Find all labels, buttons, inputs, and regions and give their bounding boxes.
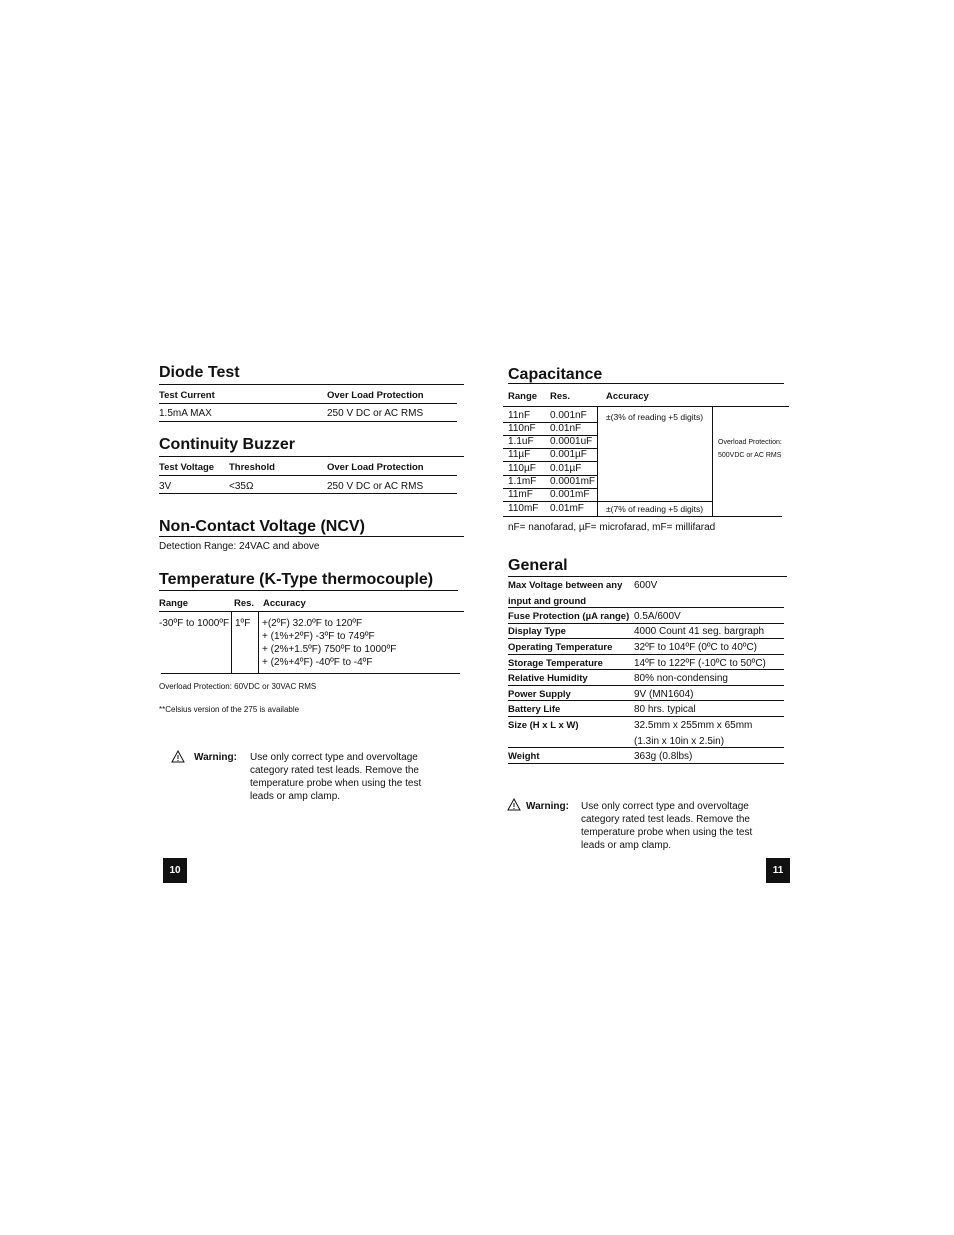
- spec-label: Size (H x L x W): [508, 720, 579, 731]
- temp-header-res: Res.: [234, 598, 255, 609]
- divider: [159, 536, 464, 537]
- spec-value: 32ºF to 104ºF (0ºC to 40ºC): [634, 642, 757, 653]
- continuity-header-protection: Over Load Protection: [327, 462, 424, 473]
- divider: [159, 421, 457, 422]
- temp-accuracy-line: + (1%+2ºF) -3ºF to 749ºF: [262, 631, 375, 642]
- spec-label: Fuse Protection (µA range): [508, 611, 630, 622]
- column-divider: [712, 406, 713, 517]
- divider: [508, 576, 787, 577]
- warning-text: Use only correct type and overvoltage category rated test leads. Remove the temperature probe when using the test leads or amp clamp.: [250, 752, 422, 802]
- divider: [159, 384, 464, 385]
- continuity-protection-value: 250 V DC or AC RMS: [327, 481, 424, 492]
- temp-header-accuracy: Accuracy: [263, 598, 306, 609]
- divider: [503, 406, 789, 407]
- diode-protection-value: 250 V DC or AC RMS: [327, 408, 424, 419]
- spec-value: 9V (MN1604): [634, 689, 694, 700]
- page-number: 11: [766, 858, 790, 883]
- cap-res-value: 0.001mF: [550, 489, 590, 500]
- cap-range-value: 1.1uF: [508, 436, 534, 447]
- spec-value: 4000 Count 41 seg. bargraph: [634, 626, 765, 637]
- temp-overload-note: Overload Protection: 60VDC or 30VAC RMS: [159, 682, 317, 691]
- row-divider: [508, 763, 784, 764]
- warning-label: Warning:: [526, 801, 569, 812]
- cap-accuracy-top: ±(3% of reading +5 digits): [606, 412, 704, 422]
- ncv-title: Non-Contact Voltage (NCV): [159, 518, 365, 535]
- spec-value: 600V: [634, 580, 658, 591]
- ncv-detection-range: Detection Range: 24VAC and above: [159, 541, 320, 552]
- temp-range-value: -30ºF to 1000ºF: [159, 618, 230, 629]
- spec-label: Operating Temperature: [508, 642, 613, 653]
- row-divider: [508, 607, 784, 608]
- row-divider: [508, 638, 784, 639]
- page-number: 10: [163, 858, 187, 883]
- temp-accuracy-line: +(2ºF) 32.0ºF to 120ºF: [262, 618, 363, 629]
- row-divider: [508, 685, 784, 686]
- cap-header-res: Res.: [550, 391, 571, 402]
- cap-range-value: 110nF: [508, 423, 536, 434]
- continuity-title: Continuity Buzzer: [159, 436, 295, 453]
- spec-label: Max Voltage between any: [508, 580, 623, 591]
- divider: [503, 516, 782, 517]
- cap-range-value: 110mF: [508, 503, 539, 514]
- warning-label: Warning:: [194, 752, 237, 763]
- row-divider: [508, 623, 784, 624]
- spec-value: 363g (0.8lbs): [634, 751, 693, 762]
- row-divider: [508, 747, 784, 748]
- diode-test-title: Diode Test: [159, 364, 240, 381]
- cap-range-value: 110µF: [508, 463, 536, 474]
- spec-value: 80 hrs. typical: [634, 704, 696, 715]
- column-divider: [258, 612, 259, 673]
- spec-value: 32.5mm x 255mm x 65mm: [634, 720, 753, 731]
- general-title: General: [508, 557, 568, 574]
- divider: [508, 383, 784, 384]
- spec-value: 0.5A/600V: [634, 611, 681, 622]
- diode-header-protection: Over Load Protection: [327, 390, 424, 401]
- cap-res-value: 0.0001uF: [550, 436, 593, 447]
- spec-label: input and ground: [508, 596, 587, 607]
- cap-range-value: 11µF: [508, 449, 531, 460]
- divider: [159, 611, 464, 612]
- temperature-title: Temperature (K-Type thermocouple): [159, 571, 434, 588]
- cap-range-value: 1.1mF: [508, 476, 537, 487]
- continuity-threshold-value: <35Ω: [229, 481, 254, 492]
- spec-value: (1.3in x 10in x 2.5in): [634, 736, 725, 747]
- celsius-note: **Celsius version of the 275 is available: [159, 705, 300, 714]
- cap-res-value: 0.01µF: [550, 463, 582, 474]
- divider: [161, 673, 460, 674]
- divider: [159, 403, 457, 404]
- temp-header-range: Range: [159, 598, 189, 609]
- cap-res-value: 0.001nF: [550, 410, 587, 421]
- row-divider: [508, 654, 784, 655]
- cap-header-range: Range: [508, 391, 538, 402]
- row-divider: [508, 716, 784, 717]
- temp-accuracy-line: + (2%+4ºF) -40ºF to -4ºF: [262, 657, 373, 668]
- cap-header-accuracy: Accuracy: [606, 391, 649, 402]
- diode-header-current: Test Current: [159, 390, 215, 401]
- row-divider: [503, 501, 712, 502]
- spec-label: Display Type: [508, 626, 566, 637]
- divider: [159, 475, 457, 476]
- cap-range-value: 11mF: [508, 489, 533, 500]
- cap-overload-line1: Overload Protection:: [718, 439, 782, 446]
- spec-label: Relative Humidity: [508, 673, 588, 684]
- cap-range-value: 11nF: [508, 410, 531, 421]
- divider: [159, 456, 464, 457]
- spec-label: Power Supply: [508, 689, 571, 700]
- cap-accuracy-bottom: ±(7% of reading +5 digits): [606, 504, 704, 514]
- cap-res-value: 0.01mF: [550, 503, 584, 514]
- row-divider: [503, 461, 597, 462]
- divider: [159, 590, 458, 591]
- continuity-header-voltage: Test Voltage: [159, 462, 215, 473]
- spec-label: Battery Life: [508, 704, 561, 715]
- spec-value: 80% non-condensing: [634, 673, 728, 684]
- temp-accuracy-line: + (2%+1.5ºF) 750ºF to 1000ºF: [262, 644, 397, 655]
- cap-footnote: nF= nanofarad, µF= microfarad, mF= millifarad: [508, 522, 716, 533]
- spec-value: 14ºF to 122ºF (-10ºC to 50ºC): [634, 658, 766, 669]
- continuity-voltage-value: 3V: [159, 481, 172, 492]
- warning-icon: [507, 798, 521, 811]
- warning-icon: [171, 750, 185, 763]
- spec-label: Storage Temperature: [508, 658, 603, 669]
- cap-overload-line2: 500VDC or AC RMS: [718, 452, 782, 459]
- diode-current-value: 1.5mA MAX: [159, 408, 212, 419]
- spec-label: Weight: [508, 751, 540, 762]
- row-divider: [508, 700, 784, 701]
- temp-res-value: 1ºF: [235, 618, 251, 629]
- column-divider: [231, 612, 232, 673]
- capacitance-title: Capacitance: [508, 366, 603, 383]
- divider: [159, 493, 457, 494]
- warning-text: Use only correct type and overvoltage category rated test leads. Remove the temperature probe when using the test leads or amp clamp.: [581, 801, 753, 851]
- row-divider: [508, 669, 784, 670]
- cap-res-value: 0.001µF: [550, 449, 587, 460]
- cap-res-value: 0.0001mF: [550, 476, 596, 487]
- cap-res-value: 0.01nF: [550, 423, 582, 434]
- continuity-header-threshold: Threshold: [229, 462, 275, 473]
